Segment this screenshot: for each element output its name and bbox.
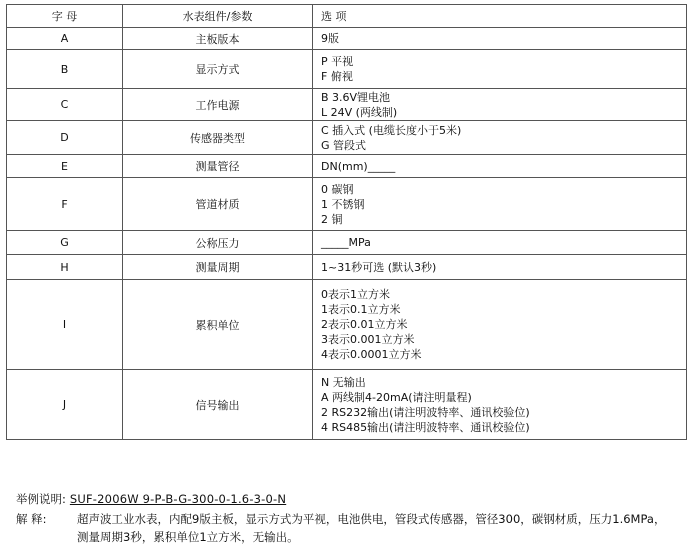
- option-item: DN(mm)_____: [321, 159, 396, 173]
- option-item: 2 RS232输出(请注明波特率、通讯校验位): [321, 405, 530, 419]
- option-item: 4表示0.0001立方米: [321, 348, 422, 361]
- row-options: [313, 28, 687, 50]
- row-options: [313, 89, 687, 121]
- option-item: 0表示1立方米: [321, 288, 390, 301]
- parameter-table: [6, 4, 687, 440]
- row-parameter: 传感器类型: [123, 121, 313, 155]
- row-options: [313, 155, 687, 178]
- table-row: [7, 121, 687, 155]
- explanation-block: [16, 510, 676, 546]
- row-letter: B: [7, 50, 123, 89]
- option-item: G 管段式: [321, 138, 367, 152]
- row-letter: H: [7, 255, 123, 280]
- header-options: 选 项: [313, 5, 687, 28]
- option-item: A 两线制4-20mA(请注明量程): [321, 390, 472, 404]
- option-item: N 无输出: [321, 375, 366, 389]
- table-row: [7, 28, 687, 50]
- row-parameter: 显示方式: [123, 50, 313, 89]
- option-item: F 俯视: [321, 70, 353, 83]
- option-item: 2 铜: [321, 212, 343, 226]
- row-letter: E: [7, 155, 123, 178]
- table-row: [7, 155, 687, 178]
- row-options: [313, 370, 687, 440]
- row-parameter: 主板版本: [123, 28, 313, 50]
- table-body: [7, 28, 687, 440]
- row-parameter: 测量周期: [123, 255, 313, 280]
- option-item: 1 不锈钢: [321, 197, 365, 211]
- row-parameter: 累积单位: [123, 280, 313, 370]
- option-item: _____MPa: [321, 236, 371, 249]
- table-row: [7, 50, 687, 89]
- option-item: L 24V (两线制): [321, 105, 398, 119]
- option-item: 2表示0.01立方米: [321, 318, 408, 331]
- row-options: [313, 50, 687, 89]
- table-row: [7, 89, 687, 121]
- row-letter: F: [7, 178, 123, 231]
- table-header-row: [7, 5, 687, 28]
- header-letter: 字 母: [7, 5, 123, 28]
- option-item: B 3.6V锂电池: [321, 90, 391, 104]
- example-line: [16, 491, 286, 507]
- table-row: [7, 178, 687, 231]
- row-parameter: 测量管径: [123, 155, 313, 178]
- table-row: [7, 255, 687, 280]
- option-item: P 平视: [321, 55, 354, 68]
- row-parameter: 公称压力: [123, 231, 313, 255]
- row-parameter: 工作电源: [123, 89, 313, 121]
- option-item: 3表示0.001立方米: [321, 333, 415, 346]
- table-row: [7, 370, 687, 440]
- row-options: [313, 121, 687, 155]
- row-options: [313, 255, 687, 280]
- row-letter: G: [7, 231, 123, 255]
- option-item: 4 RS485输出(请注明波特率、通讯校验位): [321, 420, 530, 434]
- row-letter: C: [7, 89, 123, 121]
- option-item: 0 碳钢: [321, 182, 354, 196]
- table-row: [7, 280, 687, 370]
- row-options: [313, 231, 687, 255]
- option-item: 1~31秒可选 (默认3秒): [321, 260, 437, 274]
- explanation-label: 解 释:: [16, 512, 47, 526]
- row-parameter: 管道材质: [123, 178, 313, 231]
- option-item: C 插入式 (电缆长度小于5米): [321, 123, 462, 137]
- header-parameter: 水表组件/参数: [123, 5, 313, 28]
- example-label: 举例说明:: [16, 492, 66, 506]
- example-model-code: SUF-2006W 9-P-B-G-300-0-1.6-3-0-N: [69, 492, 287, 506]
- row-letter: D: [7, 121, 123, 155]
- row-letter: A: [7, 28, 123, 50]
- row-options: [313, 178, 687, 231]
- row-letter: J: [7, 370, 123, 440]
- row-parameter: 信号输出: [123, 370, 313, 440]
- table-row: [7, 231, 687, 255]
- explanation-text: 超声波工业水表，内配9版主板，显示方式为平视，电池供电，管段式传感器，管径300，碳钢材质，压力1.6MPa，测量周期3秒，累积单位1立方米，无输出。: [77, 512, 666, 544]
- row-options: [313, 280, 687, 370]
- option-item: 9版: [321, 32, 339, 45]
- option-item: 1表示0.1立方米: [321, 303, 401, 316]
- row-letter: I: [7, 280, 123, 370]
